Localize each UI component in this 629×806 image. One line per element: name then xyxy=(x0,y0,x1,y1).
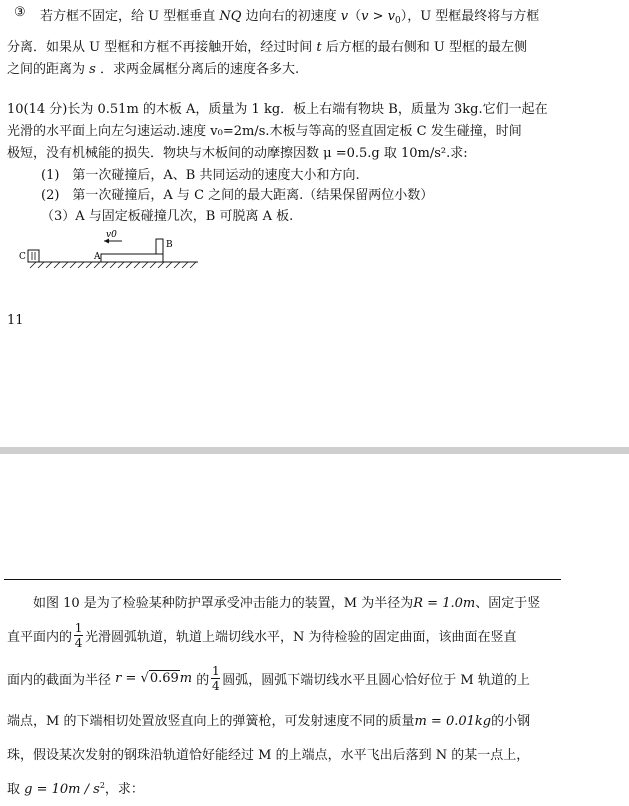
ground-hatching xyxy=(30,262,196,268)
text: 的小钢 xyxy=(491,714,531,729)
p10-line-3: 极短，没有机械能的损失．物块与木板间的动摩擦因数 μ =0.5.g 取 10m/s².求: xyxy=(7,146,468,161)
top-line-1 xyxy=(40,5,539,26)
block-b xyxy=(156,239,163,254)
p-fig10-line-6 xyxy=(7,778,144,797)
board-collision-figure xyxy=(8,228,208,274)
numerator: 1 xyxy=(211,663,220,678)
text: 后方框的最右侧和 U 型框的最左侧 xyxy=(325,40,527,55)
label-c: C xyxy=(19,252,26,262)
v-symbol: v xyxy=(361,9,369,24)
text: ，求： xyxy=(104,782,144,797)
t-symbol: t xyxy=(316,40,322,55)
text: 若方框不固定，给 U 型框垂直 xyxy=(40,9,216,24)
subscript: 0 xyxy=(394,16,401,26)
wall-c xyxy=(28,250,39,262)
text: 、固定于竖 xyxy=(475,596,541,611)
label-b: B xyxy=(166,240,173,250)
p10-question-2: (2) 第一次碰撞后，A 与 C 之间的最大距离.（结果保留两位小数） xyxy=(41,188,434,203)
v0-symbol: v xyxy=(387,9,395,24)
text: 分离．如果从 U 型框和方框不再接触开始，经过时间 xyxy=(7,40,313,55)
mass-equation: m = 0.01kg xyxy=(414,714,492,729)
top-line-2 xyxy=(7,36,527,55)
label-v0: v0 xyxy=(106,230,117,240)
denominator: 4 xyxy=(74,635,83,650)
numerator: 1 xyxy=(74,620,83,635)
text: 圆弧，圆弧下端切线水平且圆心恰好位于 M 轨道的上 xyxy=(222,672,530,688)
text: > xyxy=(368,9,388,24)
s-symbol: s xyxy=(89,62,96,77)
text: 光滑圆弧轨道，轨道上端切线水平，N 为待检验的固定曲面，该曲面在竖直 xyxy=(85,629,517,645)
top-line-3 xyxy=(7,58,299,77)
p-fig10-line-3 xyxy=(7,656,530,700)
text: 的 xyxy=(196,672,210,688)
problem-marker: ③ xyxy=(14,5,26,20)
text: ．求两金属框分离后的速度各多大. xyxy=(99,62,300,77)
text: 之间的距离为 xyxy=(7,62,86,77)
m-unit: m xyxy=(179,670,193,686)
g-equation: g = 10m / s xyxy=(24,782,100,797)
text: 面内的截面为半径 xyxy=(7,672,112,688)
denominator: 4 xyxy=(211,678,220,693)
page-number: 11 xyxy=(7,313,24,328)
r-equation: r = xyxy=(115,670,137,686)
p-fig10-line-4 xyxy=(7,710,530,729)
label-a: A xyxy=(94,252,101,262)
p-fig10-line-2 xyxy=(7,613,517,657)
horizontal-rule xyxy=(4,579,561,580)
radius-equation: R = 1.0m xyxy=(413,596,476,611)
text: ），U 型框最终将与方框 xyxy=(400,9,540,24)
text: 如图 10 是为了检验某种防护罩承受冲击能力的装置，M 为半径为 xyxy=(33,596,414,611)
p-fig10-line-1 xyxy=(33,592,540,611)
quarter-fraction xyxy=(74,621,83,650)
superscript: 2 xyxy=(99,781,105,790)
sqrt-sign: √ xyxy=(140,670,149,686)
v-symbol: v xyxy=(340,9,349,24)
p10-line-2: 光滑的水平面上向左匀速运动.速度 v₀=2m/s.木板与等高的竖直固定板 C 发生碰撞，时间 xyxy=(7,124,522,139)
p10-line-1: 10(14 分)长为 0.51m 的木板 A，质量为 1 kg．板上右端有物块 B，质量为 3kg.它们一起在 xyxy=(7,102,548,117)
board-a xyxy=(101,254,163,262)
text: 取 xyxy=(7,782,21,797)
sqrt-value: 0.69 xyxy=(149,671,179,686)
nq-symbol: NQ xyxy=(219,9,242,24)
text: 直平面内的 xyxy=(7,629,73,645)
quarter-fraction xyxy=(211,664,220,693)
text: （ xyxy=(348,9,362,24)
page-separator xyxy=(0,447,629,454)
p-fig10-line-5: 珠，假设某次发射的钢珠沿轨道恰好能经过 M 的上端点，水平飞出后落到 N 的某一点上， xyxy=(7,748,530,763)
p10-question-3: （3）A 与固定板碰撞几次，B 可脱离 A 板. xyxy=(41,209,294,224)
p10-question-1: (1) 第一次碰撞后，A、B 共同运动的速度大小和方向. xyxy=(41,168,360,183)
text: 端点，M 的下端相切处置放竖直向上的弹簧枪，可发射速度不同的质量 xyxy=(7,714,415,729)
text: 边向右的初速度 xyxy=(245,9,337,24)
